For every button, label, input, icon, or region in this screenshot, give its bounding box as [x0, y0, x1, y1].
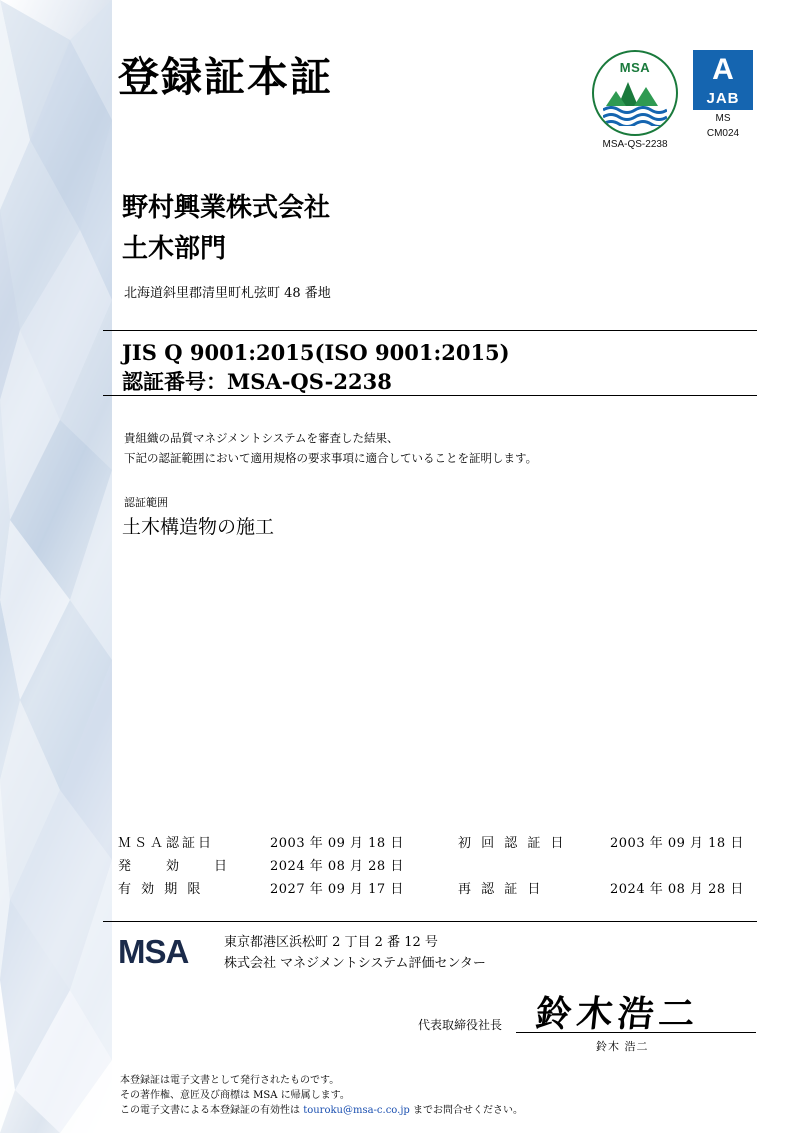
jab-label: JAB	[706, 90, 740, 107]
msa-seal-code: MSA-QS-2238	[602, 139, 668, 150]
waves-icon	[603, 106, 667, 126]
date-value: 2024 年 08 月 28 日	[610, 882, 744, 897]
date-value: 2003 年 09 月 18 日	[270, 836, 404, 851]
jab-accreditation-seal	[692, 50, 754, 140]
company-address: 北海道斜里郡清里町札弦町 48 番地	[124, 286, 331, 301]
msa-seal-label: MSA	[619, 60, 651, 75]
page-title: 登録証本証	[118, 53, 333, 101]
issuer-name: 株式会社 マネジメントシステム評価センター	[224, 956, 486, 971]
date-cell-left	[118, 855, 458, 878]
table-row	[118, 878, 758, 901]
date-label: 初 回 認 証 日	[458, 836, 567, 851]
msa-seal-circle	[592, 50, 678, 136]
footer-notes	[120, 1073, 523, 1118]
note-line-1: 本登録証は電子文書として発行されたものです。	[120, 1075, 340, 1086]
signatory-title: 代表取締役社長	[418, 1018, 503, 1032]
scope-value: 土木構造物の施工	[122, 516, 275, 538]
statement-line-2: 下記の認証範囲において適用規格の要求事項に適合していることを証明します。	[124, 451, 538, 465]
scope-label: 認証範囲	[124, 496, 168, 509]
note-line-3-suffix: までお問合せください。	[409, 1105, 524, 1116]
company-division: 土木部門	[122, 234, 227, 264]
date-label	[458, 855, 610, 878]
date-cell-left	[118, 832, 458, 855]
certificate-number: 認証番号：MSA-QS-2238	[122, 369, 392, 394]
issuer-address: 東京都港区浜松町 2 丁目 2 番 12 号	[224, 935, 438, 950]
mountain-icon	[604, 78, 666, 106]
signatory-printed-name: 鈴木 浩二	[596, 1040, 649, 1053]
date-cell-right	[458, 855, 610, 878]
date-cell-left	[118, 878, 458, 901]
signature-script: 鈴木浩二	[533, 993, 702, 1035]
date-label: 有 効 期 限	[118, 882, 204, 897]
contact-email-link[interactable]: touroku@msa-c.co.jp	[303, 1105, 410, 1116]
date-value: 2003 年 09 月 18 日	[610, 836, 744, 851]
msa-accreditation-seal	[592, 50, 678, 150]
jab-code-line2: CM024	[706, 128, 740, 139]
signature-line	[516, 1032, 756, 1033]
standard-name: JIS Q 9001:2015(ISO 9001:2015)	[122, 340, 510, 365]
date-cell-right	[458, 832, 744, 855]
date-label: 再 認 証 日	[458, 882, 544, 897]
company-name: 野村興業株式会社	[122, 193, 331, 223]
table-row	[118, 832, 758, 855]
msa-wordmark: MSA	[118, 933, 189, 970]
date-label: 発 効 日	[118, 859, 231, 874]
date-label: ＭＳＡ認証日	[118, 836, 215, 851]
table-row	[118, 855, 758, 878]
date-value: 2024 年 08 月 28 日	[270, 859, 404, 874]
note-line-3	[120, 1103, 523, 1118]
note-line-2: その著作権、意匠及び商標は MSA に帰属します。	[120, 1090, 350, 1101]
divider-footer	[103, 921, 757, 922]
seal-group	[592, 50, 754, 150]
jab-letter: A	[712, 53, 734, 86]
dates-table	[118, 832, 758, 901]
divider-top	[103, 330, 757, 331]
date-cell-right	[458, 878, 744, 901]
date-value: 2027 年 09 月 17 日	[270, 882, 404, 897]
statement-block	[124, 428, 537, 468]
jab-code-line1: MS	[715, 113, 731, 124]
issuer-block	[224, 932, 486, 974]
statement-line-1: 貴組織の品質マネジメントシステムを審査した結果、	[124, 431, 399, 445]
divider-bottom	[103, 395, 757, 396]
jab-seal-box	[693, 50, 753, 110]
note-line-3-prefix: この電子文書による本登録証の有効性は	[120, 1105, 304, 1116]
